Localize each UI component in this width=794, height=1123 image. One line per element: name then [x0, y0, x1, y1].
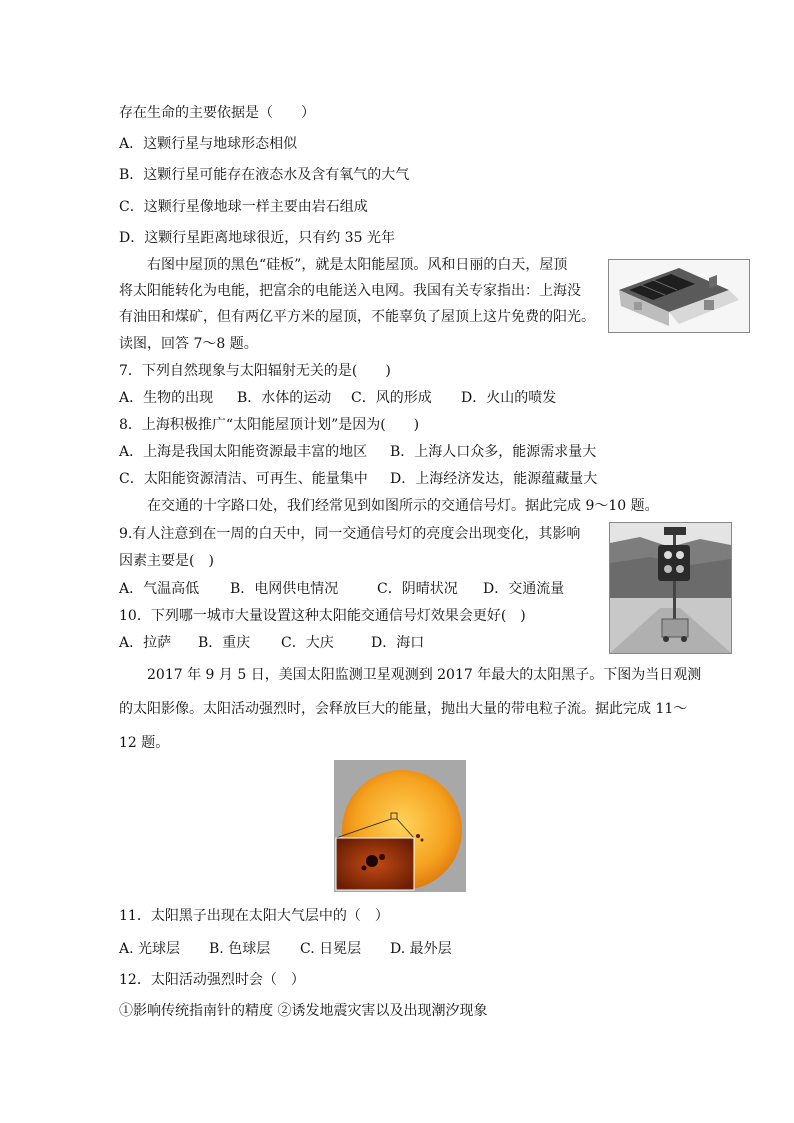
q11-option-b: B. 色球层 — [209, 941, 271, 957]
q10-option-b: B．重庆 — [198, 635, 251, 651]
q9-option-b: B．电网供电情况 — [230, 581, 339, 597]
passage2: 在交通的十字路口处，我们经常见到如图所示的交通信号灯。据此完成 9～10 题。 — [147, 498, 659, 514]
passage3-line1: 2017 年 9 月 5 日，美国太阳监测卫星观测到 2017 年最大的太阳黑子。下图为当日观测 — [147, 667, 702, 683]
q8-option-a: A．上海是我国太阳能资源最丰富的地区 — [119, 444, 368, 460]
q7-option-c: C．风的形成 — [351, 390, 432, 406]
q8-option-b: B．上海人口众多，能源需求量大 — [390, 444, 597, 460]
passage3-line2: 的太阳影像。太阳活动强烈时，会释放巨大的能量，抛出大量的带电粒子流。据此完成 11～ — [119, 701, 688, 717]
q10-option-d: D．海口 — [371, 635, 425, 651]
solar-roof-image — [608, 259, 750, 333]
q7-option-b: B．水体的运动 — [237, 390, 332, 406]
q9-option-d: D．交通流量 — [483, 581, 565, 597]
passage3-line3: 12 题。 — [119, 735, 170, 751]
q9-stem-line1: 9.有人注意到在一周的白天中，同一交通信号灯的亮度会出现变化，其影响 — [119, 526, 581, 542]
q11-option-a: A. 光球层 — [119, 941, 181, 957]
q8-option-c: C．太阳能资源清洁、可再生、能量集中 — [119, 471, 368, 487]
q12-statements: ①影响传统指南针的精度 ②诱发地震灾害以及出现潮汐现象 — [119, 1003, 488, 1019]
q6-stem-continuation: 存在生命的主要依据是（ ） — [119, 105, 315, 121]
passage1-line4: 读图，回答 7～8 题。 — [119, 336, 258, 352]
q10-stem: 10．下列哪一城市大量设置这种太阳能交通信号灯效果会更好( ) — [119, 608, 526, 624]
q6-option-a: A．这颗行星与地球形态相似 — [119, 136, 298, 152]
q9-stem-line2: 因素主要是( ) — [119, 553, 214, 569]
q7-stem: 7．下列自然现象与太阳辐射无关的是( ) — [119, 363, 391, 379]
q6-option-c: C．这颗行星像地球一样主要由岩石组成 — [119, 199, 368, 215]
q10-option-a: A．拉萨 — [119, 635, 172, 651]
passage1-line1: 右图中屋顶的黑色“硅板”，就是太阳能屋顶。风和日丽的白天，屋顶 — [147, 257, 568, 273]
q10-option-c: C．大庆 — [281, 635, 334, 651]
passage1-line3: 有油田和煤矿，但有两亿平方米的屋顶，不能辜负了屋顶上这片免费的阳光。 — [119, 309, 595, 325]
sunspot-image — [334, 760, 466, 892]
solar-traffic-light-image — [609, 522, 732, 654]
q11-option-c: C. 日冕层 — [300, 941, 362, 957]
q11-option-d: D. 最外层 — [390, 941, 452, 957]
q8-stem: 8．上海积极推广“太阳能屋顶计划”是因为( ) — [119, 417, 420, 433]
q6-option-b: B．这颗行星可能存在液态水及含有氧气的大气 — [119, 167, 410, 183]
passage1-line2: 将太阳能转化为电能，把富余的电能送入电网。我国有关专家指出：上海没 — [119, 283, 581, 299]
q8-option-d: D．上海经济发达，能源蕴藏量大 — [390, 471, 598, 487]
q9-option-a: A．气温高低 — [119, 581, 200, 597]
q7-option-d: D．火山的喷发 — [461, 390, 557, 406]
q11-stem: 11．太阳黑子出现在太阳大气层中的（ ） — [119, 908, 389, 924]
q7-option-a: A．生物的出现 — [119, 390, 214, 406]
q12-stem: 12．太阳活动强烈时会（ ） — [119, 972, 305, 988]
q6-option-d: D．这颗行星距离地球很近，只有约 35 光年 — [119, 230, 395, 246]
q9-option-c: C．阴晴状况 — [377, 581, 458, 597]
